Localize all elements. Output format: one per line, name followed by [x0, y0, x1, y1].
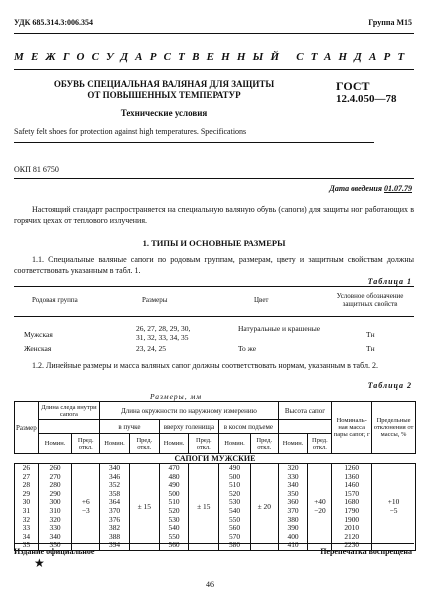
- table1-header-group: Родовая группа: [32, 296, 78, 304]
- table2-header-track: Длина следа внутри сапога: [38, 402, 99, 420]
- intro-date-label: Дата введения: [329, 184, 382, 193]
- title-line-1: ОБУВЬ СПЕЦИАЛЬНАЯ ВАЛЯНАЯ ДЛЯ ЗАЩИТЫ: [53, 79, 275, 89]
- gost-label: ГОСТ: [336, 79, 370, 93]
- table2-caption: Таблица 2: [367, 381, 412, 390]
- table2-group-title: САПОГИ МУЖСКИЕ: [15, 454, 416, 464]
- table1-header-color: Цвет: [254, 296, 269, 304]
- table2-col-shaft: 470 480 490 500 510 520 530 540 550 560: [159, 464, 189, 551]
- table2-mass-dev: +10 −5: [372, 464, 416, 551]
- table2-header-nominal: Номин.: [219, 434, 251, 454]
- table1-header-mark: Условное обозначение защитных свойств: [336, 292, 404, 308]
- title-subtitle: Технические условия: [120, 108, 208, 118]
- table2-track-dev: +6 −3: [72, 464, 100, 551]
- table1-header-sizes: Размеры: [142, 296, 168, 304]
- star-icon: ★: [34, 556, 45, 570]
- table2-col-size: 26 27 28 29 30 31 32 33 34 35: [15, 464, 39, 551]
- table2-header-dev: Пред. откл.: [250, 434, 278, 454]
- table2-units: Размеры, мм: [150, 392, 203, 401]
- paragraph-1-1: 1.1. Специальные валяные сапоги по родовым группам, размерам, цвету и защитным свойствам должны соответствовать указанным в табл. 1.: [14, 255, 414, 275]
- table2-header-dev: Пред. откл.: [72, 434, 100, 454]
- table2-shaft-dev: ± 15: [189, 464, 219, 551]
- footer-rule: [14, 543, 414, 544]
- title-rule: [14, 142, 374, 143]
- table1-cell-mark: Тн: [366, 344, 375, 353]
- official-edition: Издание официальное: [14, 547, 95, 556]
- table2-instep-dev: ± 15: [129, 464, 159, 551]
- document-title: [14, 79, 314, 119]
- table1-cell-group: Женская: [24, 344, 52, 353]
- table2-header-dev: Пред. откл.: [189, 434, 219, 454]
- table1-caption: Таблица 1: [367, 277, 412, 286]
- table1-cell-sizes: 26, 27, 28, 29, 30,: [136, 324, 191, 333]
- intro-paragraph: Настоящий стандарт распространяется на специальную валяную обувь (сапоги) для защиты ног работающих в горячих цехах от теплового излучения.: [14, 205, 414, 225]
- table1-head-rule: [14, 316, 414, 317]
- table2-header-size: Размер: [15, 402, 39, 454]
- table2-header-oblique: в косом подъеме: [219, 420, 279, 434]
- table1-cell-group: Мужская: [24, 330, 53, 339]
- table2-header-nominal: Номин.: [100, 434, 130, 454]
- gost-number: 12.4.050—78: [336, 93, 397, 105]
- table2-header-mass: Номиналь-ная масса пары сапог, г: [332, 402, 372, 454]
- table2-col-height: 320 330 340 350 360 370 380 390 400 410: [278, 464, 308, 551]
- table1-cell-sizes: 23, 24, 25: [136, 344, 166, 353]
- reprint-notice: Перепечатка воспрещена: [320, 547, 412, 556]
- table2-col-instep: 340 346 352 358 364 370 376 382 388 394: [100, 464, 130, 551]
- table1-top-rule: [14, 286, 414, 287]
- table2-header-dev: Пред. откл.: [129, 434, 159, 454]
- table1-cell-color: То же: [238, 344, 257, 353]
- table2-header-shaft-top: вверху голенища: [159, 420, 219, 434]
- table2-header-nominal: Номин.: [38, 434, 72, 454]
- page-number: 46: [206, 580, 214, 589]
- table2-header-nominal: Номин.: [278, 434, 308, 454]
- header-rule: [14, 33, 414, 34]
- section-1-heading: 1. ТИПЫ И ОСНОВНЫЕ РАЗМЕРЫ: [142, 238, 286, 248]
- okp-code: ОКП 81 6750: [14, 165, 59, 174]
- table1-cell-color: Натуральные и крашеные: [238, 324, 321, 333]
- table1-cell-mark: Тн: [366, 330, 375, 339]
- table2-header-instep: в пучке: [100, 420, 160, 434]
- table2-header-mass-dev: Предельные отклонения от массы, %: [372, 402, 416, 454]
- table2-header-height: Высота сапог: [278, 402, 332, 420]
- table1-header: [14, 292, 414, 314]
- intro-date: [329, 184, 412, 193]
- intro-date-value: 01.07.79: [384, 184, 412, 193]
- table2-header-circumference: Длина окружности по наружному измерению: [100, 402, 279, 420]
- table2-col-oblique: 490 500 510 520 530 540 550 560 570 580: [219, 464, 251, 551]
- header-rule-2: [14, 69, 414, 70]
- table2-height-dev: +40 −20: [308, 464, 332, 551]
- standard-type: МЕЖГОСУДАРСТВЕННЫЙ СТАНДАРТ: [14, 51, 412, 63]
- table2: [14, 401, 416, 551]
- paragraph-1-2: 1.2. Линейные размеры и масса валяных сапог должны соответствовать нормам, указанным в табл. 2.: [32, 361, 378, 370]
- udk-code: УДК 685.314.3:006.354: [14, 18, 94, 27]
- title-line-2: ОТ ПОВЫШЕННЫХ ТЕМПЕРАТУР: [87, 89, 241, 100]
- okp-rule: [14, 178, 414, 179]
- english-title: Safety felt shoes for protection against high temperatures. Specifications: [14, 127, 247, 136]
- table2-header-dev: Пред. откл.: [308, 434, 332, 454]
- group-code: Группа М15: [368, 18, 412, 27]
- table1-cell-sizes-2: 31, 32, 33, 34, 35: [136, 333, 189, 342]
- table2-col-mass: 1260 1360 1460 1570 1680 1790 1900 2010 2120 2230: [332, 464, 372, 551]
- table2-col-track: 260 270 280 290 300 310 320 330 340 350: [38, 464, 72, 551]
- table2-oblique-dev: ± 20: [250, 464, 278, 551]
- table2-header-nominal: Номин.: [159, 434, 189, 454]
